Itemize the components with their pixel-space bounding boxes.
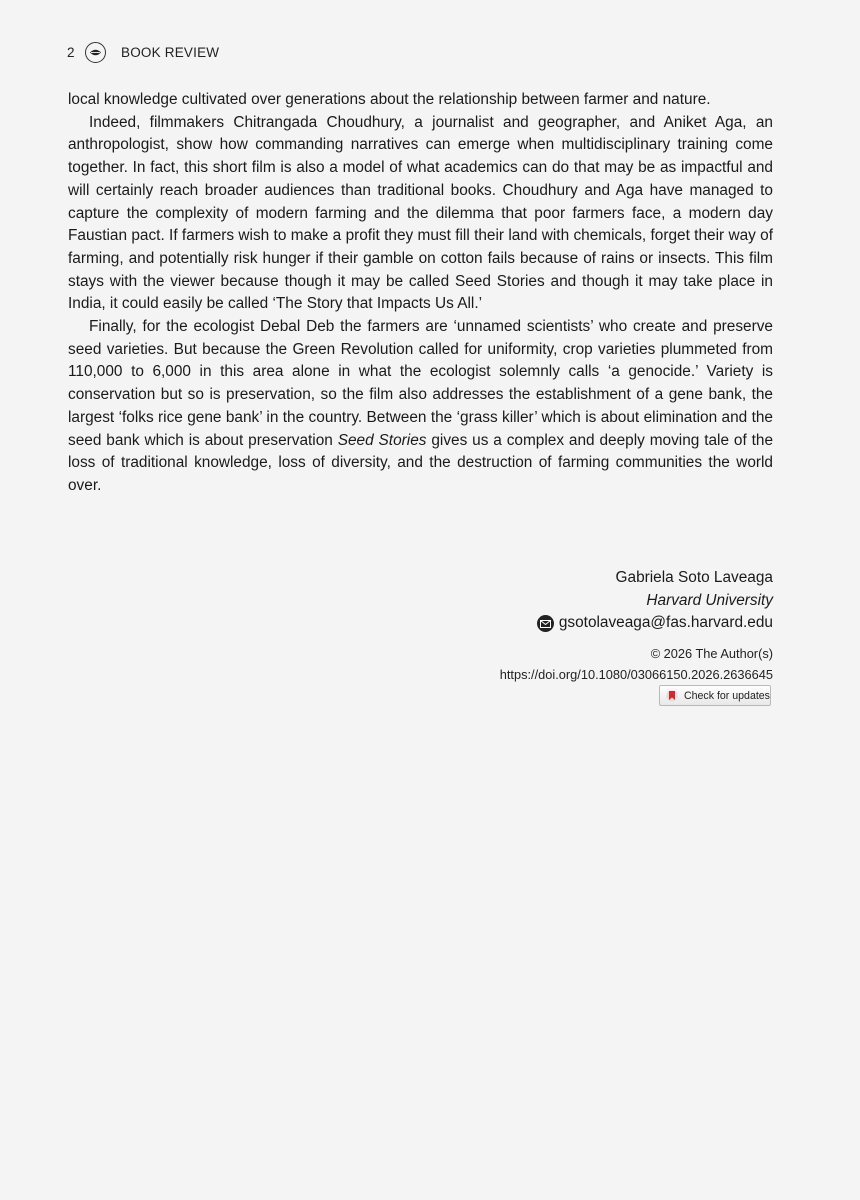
author-affiliation: Harvard University <box>646 591 773 609</box>
paragraph-3-text-a: Finally, for the ecologist Debal Deb the farmers are ‘unnamed scientists’ who create and preserve seed varieties. But because the Green Revolution called for uniformity, crop varieties plummeted from 110,000 to 6,000 in this area alone in what the ecologist solemnly calls ‘a genocide.’ Variety is conservation but so is preservation, so the film also addresses the establishment of a gene bank, the largest ‘folks rice gene bank’ in the country. Between the ‘grass killer’ which is about elimination and the seed bank which is about preservation <box>68 318 773 449</box>
doi-link[interactable]: https://doi.org/10.1080/03066150.2026.2636645 <box>499 667 773 682</box>
journal-logo-icon <box>85 42 106 63</box>
film-title: Seed Stories <box>337 431 427 449</box>
author-email[interactable]: gsotolaveaga@fas.harvard.edu <box>558 614 773 632</box>
copyright: © 2026 The Author(s) <box>650 646 773 661</box>
paragraph-1: local knowledge cultivated over generations about the relationship between farmer and nature. <box>68 91 711 108</box>
paragraph-3-text-b: gives us a complex and deeply moving tale of the loss of traditional knowledge, loss of diversity, and the destruction of farming communities the world over. <box>68 431 774 494</box>
running-head: BOOK REVIEW <box>121 45 220 60</box>
paragraph-3 <box>68 316 773 498</box>
author-name: Gabriela Soto Laveaga <box>615 569 773 586</box>
author-email-row <box>537 612 773 635</box>
paragraph-2: Indeed, filmmakers Chitrangada Choudhury, a journalist and geographer, and Aniket Aga, an anthropologist, show how commanding narratives can emerge when multidisciplinary training come together. In fact, this short film is also a model of what academics can do that may be as impactful and will certainly reach broader audiences than traditional books. Choudhury and Aga have managed to capture the complexity of modern farming and the dilemma that poor farmers face, a modern day Faustian pact. If farmers wish to make a profit they must fill their land with chemicals, forget their way of farming, and potentially risk hunger if their gamble on cotton fails because of rains or insects. This film stays with the viewer because though it may be called Seed Stories and though it may take place in India, it could easily be called ‘The Story that Impacts Us All.’ <box>68 113 773 313</box>
crossmark-icon <box>666 689 678 703</box>
check-for-updates-label: Check for updates <box>684 689 770 702</box>
envelope-icon <box>537 615 554 632</box>
author-signature <box>537 567 773 635</box>
check-for-updates-button[interactable] <box>659 685 771 706</box>
article-body <box>68 89 773 498</box>
page-header <box>67 42 219 63</box>
page-number: 2 <box>67 45 75 60</box>
article-meta <box>500 643 773 685</box>
